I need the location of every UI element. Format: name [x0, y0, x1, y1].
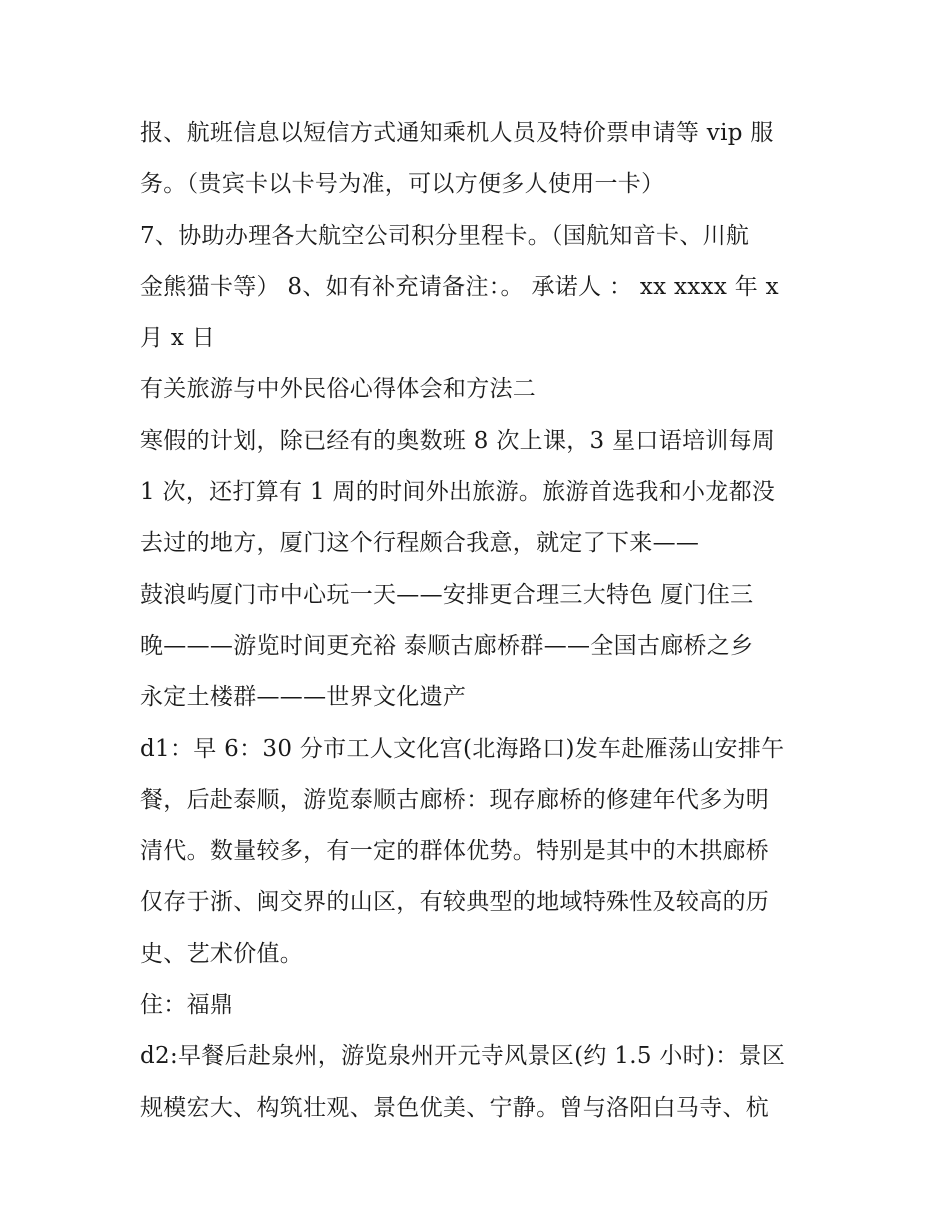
- text-line: 报、航班信息以短信方式通知乘机人员及特价票申请等 vip 服: [140, 120, 774, 146]
- text-line: 永定土楼群———世界文化遗产: [140, 684, 467, 711]
- text-line: 史、艺术价值。: [140, 940, 304, 967]
- text-line: 去过的地方，厦门这个行程颇合我意，就定了下来——: [140, 530, 700, 557]
- text-line: 金熊猫卡等） 8、如有补充请备注：。 承诺人 ： xx xxxx 年 x: [140, 273, 779, 300]
- text-line: 7、协助办理各大航空公司积分里程卡。（国航知音卡、川航: [140, 222, 750, 249]
- text-line: 清代。数量较多，有一定的群体优势。特别是其中的木拱廊桥: [140, 838, 770, 865]
- text-line: 规模宏大、构筑壮观、景色优美、宁静。曾与洛阳白马寺、杭: [140, 1094, 770, 1121]
- text-line: d2:早餐后赴泉州，游览泉州开元寺风景区(约 1.5 小时)：景区: [140, 1043, 786, 1070]
- text-line: 月 x 日: [140, 325, 216, 352]
- text-line: 仅存于浙、闽交界的山区，有较典型的地域特殊性及较高的历: [140, 889, 770, 916]
- document-body: [140, 108, 820, 1134]
- text-line: 晚———游览时间更充裕 泰顺古廊桥群——全国古廊桥之乡: [140, 632, 754, 659]
- text-line: 务。（贵宾卡以卡号为准，可以方便多人使用一卡）: [140, 171, 665, 198]
- text-line: 鼓浪屿厦门市中心玩一天——安排更合理三大特色 厦门住三: [140, 581, 754, 608]
- text-line: 1 次，还打算有 1 周的时间外出旅游。旅游首选我和小龙都没: [140, 479, 776, 506]
- section-heading: 有关旅游与中外民俗心得体会和方法二: [140, 376, 537, 403]
- text-line: 住：福鼎: [140, 992, 234, 1019]
- text-line: d1：早 6：30 分市工人文化宫(北海路口)发车赴雁荡山安排午: [140, 735, 785, 762]
- text-line: 寒假的计划，除已经有的奥数班 8 次上课，3 星口语培训每周: [140, 427, 776, 454]
- text-line: 餐，后赴泰顺，游览泰顺古廊桥：现存廊桥的修建年代多为明: [140, 786, 770, 813]
